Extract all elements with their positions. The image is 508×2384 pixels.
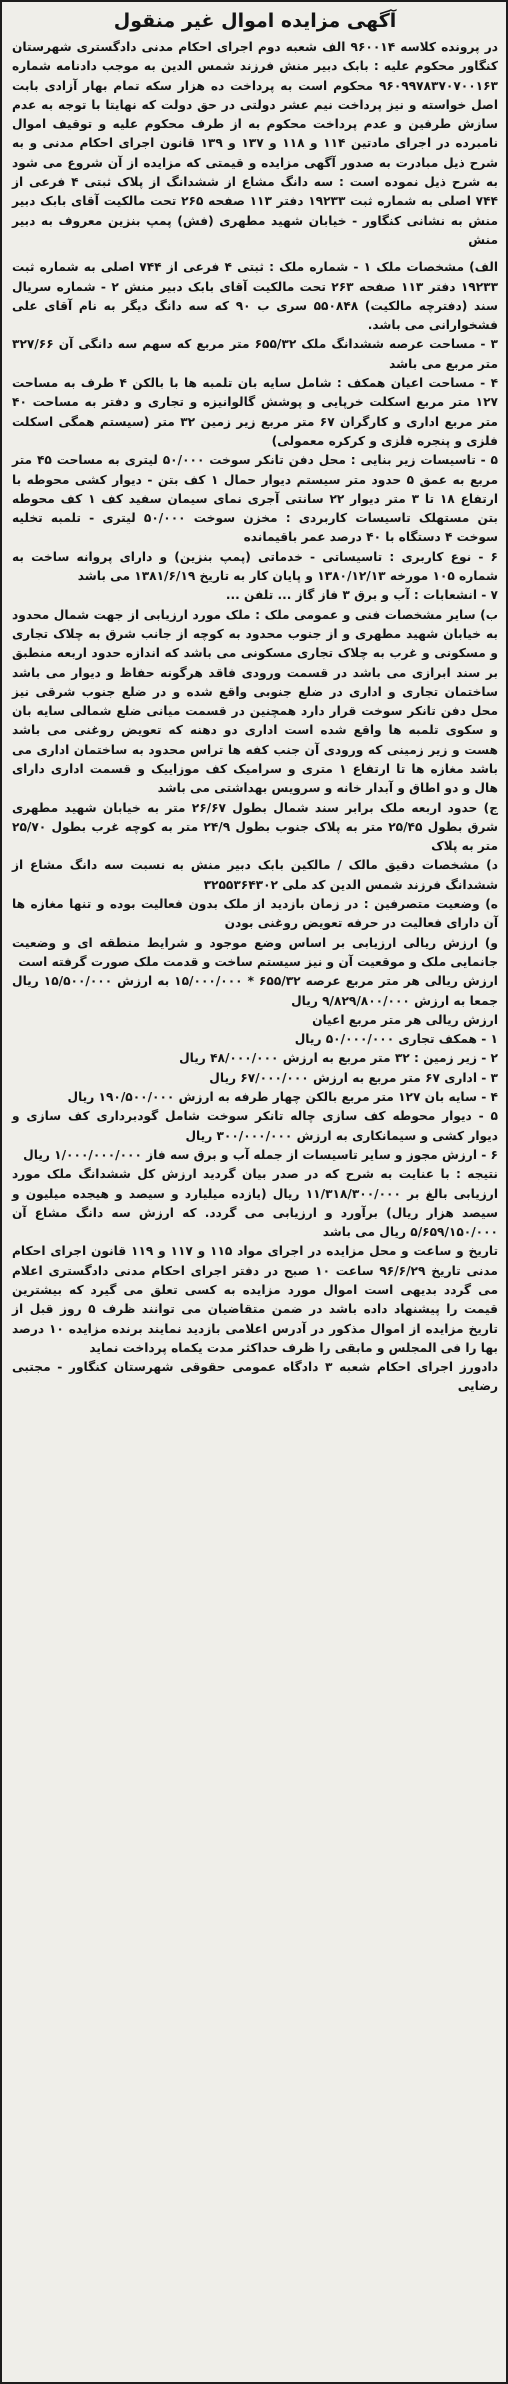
notice-content <box>12 6 498 1397</box>
notice-item: ۶ - ارزش مجوز و سایر تاسیسات از جمله آب و برق سه فاز ۱/۰۰۰/۰۰۰/۰۰۰ ریال <box>23 1147 498 1162</box>
notice-item: و) ارزش ریالی ارزیابی بر اساس وضع موجود و شرایط منطقه ای و وضعیت جانمایی ملک و موقعیت آن و نیز سیستم ساخت و قدمت ملک صورت گرفته است <box>12 935 498 969</box>
notice-title: آگهی مزایده اموال غیر منقول <box>113 10 397 32</box>
section-gap <box>12 250 498 258</box>
notice-item: ۱ - همکف تجاری ۵۰/۰۰۰/۰۰۰ ریال <box>294 1032 498 1047</box>
notice-item: نتیجه : با عنایت به شرح که در صدر بیان گردید ارزش کل ششدانگ ملک مورد ارزیابی بالغ بر ۱۱/۳۱۸/۳۰۰/۰۰۰ ریال (یازده میلیارد و سیصد و هیجده میلیون و سیصد هزار ریال) برآورد و ارزیابی می گردد. که ارزش سه دانگ مشاع آن ۵/۶۵۹/۱۵۰/۰۰۰ ریال می باشد <box>12 1167 498 1240</box>
notice-item: د) مشخصات دقیق مالک / مالکین بابک دبیر منش به نسبت سه دانگ مشاع از ششدانگ فرزند شمس الدین کد ملی ۳۲۵۵۳۶۴۳۰۲ <box>12 858 498 892</box>
notice-item: تاریخ و ساعت و محل مزایده در اجرای مواد ۱۱۵ و ۱۱۷ و ۱۱۹ قانون اجرای احکام مدنی تاریخ ۹۶/۶/۲۹ ساعت ۱۰ صبح در دفتر اجرای احکام مدنی دادگستری اعلام می گردد بدیهی است اموال مورد مزایده به کسی تعلق می گیرد که بیشترین قیمت را پیشنهاد داده باشد در ضمن متقاضیان می توانند ظرف ۵ روز قبل از تاریخ مزایده از اموال مذکور در آدرس اعلامی بازدید نمایند برنده مزایده ۱۰ درصد بها را فی المجلس و مابقی را ظرف حداکثر مدت یکماه پرداخت نماید <box>12 1244 499 1355</box>
notice-item: ۵ - دیوار محوطه کف سازی چاله تانکر سوخت شامل گودبرداری کف سازی و دیوار کشی و سیمانکاری به ارزش ۳۰۰/۰۰۰/۰۰۰ ریال <box>12 1109 498 1143</box>
notice-item: ۵ - تاسیسات زیر بنایی : محل دفن تانکر سوخت ۵۰/۰۰۰ لیتری به مساحت ۴۵ متر مربع به عمق ۵ حدود متر سیستم دیوار حمال ۱ کف بتن - دیوار کشی محوطه با ارتفاع ۱۸ تا ۳ متر دیوار ۲۲ سانتی آجری نمای سیمان سفید کف ۱ کف محوطه بتن مستهلک تاسیسات کاربردی : مخزن سوخت ۵۰/۰۰۰ لیتری - تلمبه تخلیه سوخت ۴ دستگاه با ۴۰ درصد عمر باقیمانده <box>12 453 499 545</box>
notice-item: ارزش ریالی هر متر مربع اعیان <box>312 1012 498 1027</box>
notice-item: ۶ - نوع کاربری : تاسیساتی - خدماتی (پمپ بنزین) و دارای پروانه ساخت به شماره ۱۰۵ مورخه ۱۳۸۰/۱۲/۱۳ و پایان کار به تاریخ ۱۳۸۱/۶/۱۹ می باشد <box>12 549 498 584</box>
notice-item: ۴ - مساحت اعیان همکف : شامل سایه بان تلمبه ها با بالکن ۴ طرف به مساحت ۱۲۷ متر مربع اسکلت خرپایی و پوشش گالوانیزه و تجاری و دفتر به مساحت ۴۰ متر مربع اداری و کارگران ۶۷ متر مربع زیر زمین ۳۲ متر (سیستم همگی اسکلت فلزی و پنجره فلزی و کرکره معمولی) <box>12 376 499 448</box>
notice-item: ۳ - اداری ۶۷ متر مربع به ارزش ۶۷/۰۰۰/۰۰۰ ریال <box>209 1070 498 1085</box>
notice-item: ۳ - مساحت عرصه ششدانگ ملک ۶۵۵/۳۲ متر مربع که سهم سه دانگی آن ۳۲۷/۶۶ متر مربع می باشد <box>12 337 498 371</box>
intro-paragraph: در پرونده کلاسه ۹۶۰۰۱۴ الف شعبه دوم اجرای احکام مدنی دادگستری شهرستان کنگاور محکوم علیه : بابک دبیر منش فرزند شمس الدین به موجب دادنامه شماره ۹۶۰۹۹۷۸۳۷۰۷۰۰۱۶۳ محکوم است به پرداخت ده هزار سکه تمام بهار آزادی بابت اصل خواسته و نیز پرداخت نیم عشر دولتی در حق دولت که نهایتا با توجه به عدم سازش طرفین و عدم پرداخت محکوم به از طرف محکوم علیه و توقیف اموال نامبرده در اجرای مادتین ۱۱۴ و ۱۱۸ و ۱۳۷ و ۱۳۹ قانون اجرای احکام مدنی و به شرح ذیل مبادرت به صدور آگهی مزایده و قیمتی که مزایده از آن شروع می شود به شرح ذیل نموده است : سه دانگ مشاع از ششدانگ از پلاک ثبتی ۴ فرعی از ۷۴۴ اصلی به شماره ثبت ۱۹۲۳۳ دفتر ۱۱۳ صفحه ۲۶۵ تحت مالکیت آقای بابک دبیر منش به نشانی کنگاور - خیابان شهید مطهری (فش) پمپ بنزین معروف به دبیر منش <box>12 40 499 247</box>
notice-item: ۷ - انشعابات : آب و برق ۳ فاز گاز ... تلفن ... <box>225 588 498 603</box>
notice-item: ب) سایر مشخصات فنی و عمومی ملک : ملک مورد ارزیابی از جهت شمال محدود به خیابان شهید مطهری و از جنوب محدود به کوچه از جانب شرق به چلاک تجاری و مسکونی و غرب به چلاک تجاری مسکونی می باشد که اندازه حدود اربعه منطبق بر سند ابرازی می باشد در قسمت ورودی فاقد هرگونه حفاظ و دیوار می باشد ساختمان تجاری و اداری در ضلع جنوبی واقع شده و در ضلع جنوب شرقی نیز محل دفن تانکر سوخت قرار دارد همچنین در قسمت میانی ضلع شمالی سایه بان و سکوی تلمبه ها واقع شده است اداری دو دهنه که تعویض روغنی می باشد هست و زیر زمینی که ورودی آن جنب کفه ها تراس محدود به ساختمان اداری می باشد مغازه ها تا ارتفاع ۱ متری و سرامیک کف موزاییک و قسمت اداری دارای هال و دو اطاق و آبدار خانه و سرویس بهداشتی می باشد <box>12 607 498 796</box>
notice-item: ج) حدود اربعه ملک برابر سند شمال بطول ۲۶/۶۷ متر به خیابان شهید مطهری شرق بطول ۲۵/۴۵ متر به پلاک جنوب بطول ۲۴/۹ متر به کوچه غرب بطول ۲۵/۷۰ متر به پلاک <box>12 800 498 854</box>
notice-footer: دادورز اجرای احکام شعبه ۳ دادگاه عمومی حقوقی شهرستان کنگاور - مجتبی رضایی <box>12 1360 498 1394</box>
notice-item: الف) مشخصات ملک ۱ - شماره ملک : ثبتی ۴ فرعی از ۷۴۴ اصلی به شماره ثبت ۱۹۲۳۳ دفتر ۱۱۳ صفحه ۲۶۳ تحت مالکیت آقای بابک دبیر منش ۲ - شماره سریال سند (دفترچه مالکیت) ۵۵۰۸۴۸ سری ب ۹۰ که سه دانگ دیگر به نام آقای علی فشخوارانی می باشد. <box>12 260 499 333</box>
notice-item: ه) وضعیت متصرفین : در زمان بازدید از ملک بدون فعالیت بوده و تنها مغازه ها آن دارای فعالیت در حرفه تعویض روغنی بودن <box>12 897 498 931</box>
notice-item: ارزش ریالی هر متر مربع عرصه ۶۵۵/۳۲ * ۱۵/۰۰۰/۰۰۰ به ارزش ۱۵/۵۰۰/۰۰۰ ریال جمعا به ارزش ۹/۸۲۹/۸۰۰/۰۰۰ ریال <box>12 974 498 1008</box>
notice-item: ۴ - سایه بان ۱۲۷ متر مربع بالکن چهار طرفه به ارزش ۱۹۰/۵۰۰/۰۰۰ ریال <box>67 1090 498 1105</box>
notice-item: ۲ - زیر زمین : ۳۲ متر مربع به ارزش ۴۸/۰۰۰/۰۰۰ ریال <box>179 1051 498 1066</box>
notice-items <box>12 258 498 1358</box>
